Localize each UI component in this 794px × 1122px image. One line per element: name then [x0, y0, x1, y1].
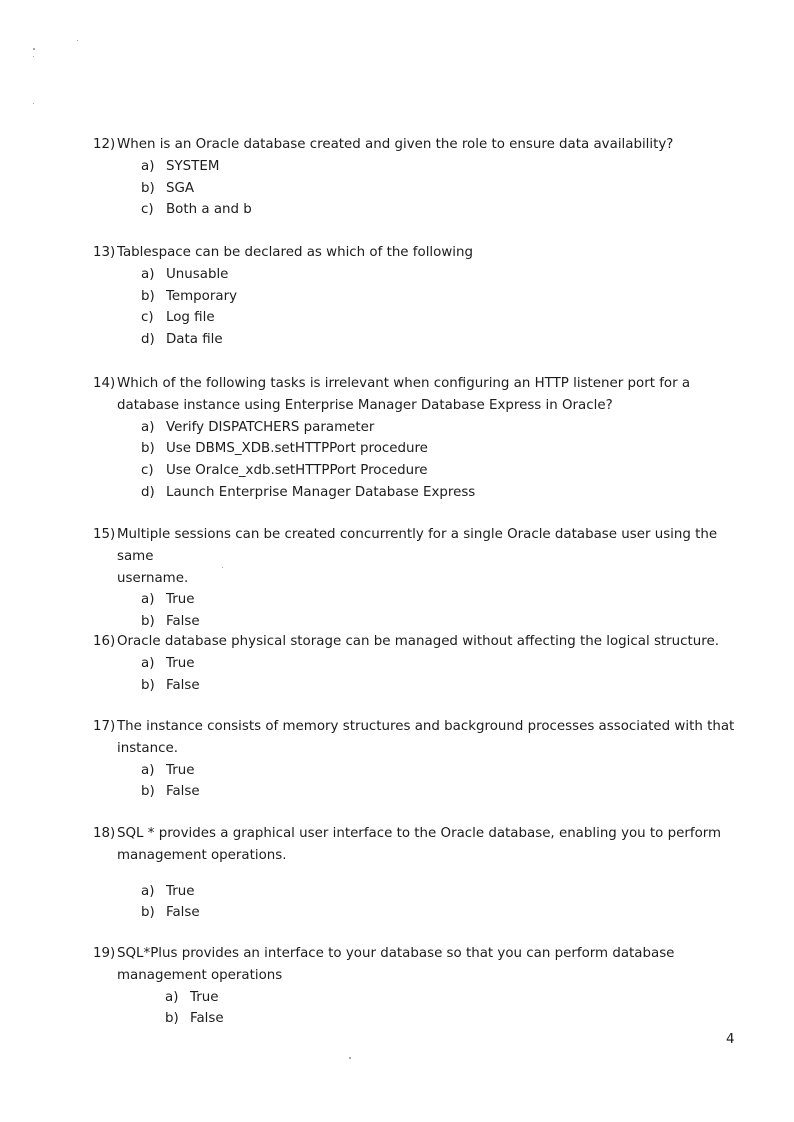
option-text: Verify DISPATCHERS parameter	[166, 419, 375, 435]
option-text: True	[166, 592, 195, 608]
option-letter: b)	[141, 614, 155, 630]
option-text: Use Oralce_xdb.setHTTPPort Procedure	[166, 463, 428, 479]
question-stem	[93, 631, 743, 653]
option-letter: a)	[165, 989, 179, 1005]
option-text: False	[166, 784, 200, 800]
answer-options	[93, 589, 743, 633]
question-14	[93, 373, 743, 504]
option-text: True	[166, 762, 195, 778]
option-letter: d)	[141, 332, 155, 348]
option-text: True	[166, 655, 195, 671]
scan-speck	[33, 56, 34, 57]
option-letter: b)	[141, 288, 155, 304]
answer-option	[93, 460, 743, 482]
option-letter: a)	[141, 592, 155, 608]
question-text: Which of the following tasks is irrelevant when configuring an HTTP listener port for a	[117, 376, 691, 391]
question-18	[93, 823, 743, 924]
answer-options	[93, 987, 743, 1031]
option-letter: b)	[141, 677, 155, 693]
scan-speck	[33, 48, 35, 50]
option-letter: b)	[141, 441, 155, 457]
option-text: Unusable	[166, 266, 229, 282]
answer-option	[93, 178, 743, 200]
question-number: 19)	[93, 946, 116, 961]
question-text: Tablespace can be declared as which of the following	[117, 245, 474, 260]
question-text: The instance consists of memory structures and background processes associated with that	[117, 719, 735, 734]
answer-option	[93, 675, 743, 697]
question-stem	[93, 716, 743, 738]
option-letter: b)	[165, 1011, 179, 1027]
scan-speck	[349, 1057, 351, 1059]
question-text: Multiple sessions can be created concurrently for a single Oracle database user using the same	[117, 527, 718, 564]
question-number: 18)	[93, 826, 116, 841]
option-letter: a)	[141, 266, 155, 282]
option-text: True	[166, 883, 195, 899]
question-stem	[93, 524, 743, 568]
answer-option	[93, 199, 743, 221]
option-text: Data file	[166, 332, 223, 348]
answer-option	[93, 329, 743, 351]
question-13	[93, 242, 743, 351]
option-letter: a)	[141, 419, 155, 435]
answer-options	[93, 156, 743, 221]
option-text: True	[190, 989, 219, 1005]
option-letter: c)	[141, 310, 154, 326]
option-letter: c)	[141, 463, 154, 479]
question-text-continued: database instance using Enterprise Manager Database Express in Oracle?	[117, 397, 613, 413]
answer-option	[93, 902, 743, 924]
question-15	[93, 524, 743, 633]
answer-option	[93, 781, 743, 803]
question-number: 13)	[93, 245, 116, 260]
answer-option	[93, 417, 743, 439]
answer-options	[93, 264, 743, 351]
answer-option	[93, 438, 743, 460]
option-text: Use DBMS_XDB.setHTTPPort procedure	[166, 441, 428, 457]
question-number: 12)	[93, 137, 116, 152]
question-text-continued: instance.	[117, 740, 178, 756]
answer-option	[93, 286, 743, 308]
question-text-continued: management operations.	[117, 847, 287, 863]
answer-options	[93, 417, 743, 504]
question-text: SQL * provides a graphical user interface to the Oracle database, enabling you to perform	[117, 826, 722, 841]
question-number: 14)	[93, 376, 116, 391]
answer-option	[93, 881, 743, 903]
option-text: SYSTEM	[166, 158, 220, 174]
option-letter: c)	[141, 202, 154, 218]
option-text: False	[166, 677, 200, 693]
option-text: SGA	[166, 180, 195, 196]
spacer	[93, 867, 743, 881]
answer-option	[93, 264, 743, 286]
option-text: False	[166, 614, 200, 630]
answer-option	[93, 987, 743, 1009]
answer-option	[93, 653, 743, 675]
option-letter: b)	[141, 905, 155, 921]
option-text: Launch Enterprise Manager Database Express	[166, 484, 476, 500]
question-stem	[93, 242, 743, 264]
question-text-continued: management operations	[117, 967, 283, 983]
option-letter: b)	[141, 180, 155, 196]
question-text-continued: username.	[117, 570, 189, 586]
question-number: 15)	[93, 527, 116, 542]
answer-options	[93, 653, 743, 697]
answer-option	[93, 589, 743, 611]
question-text: Oracle database physical storage can be managed without affecting the logical structure.	[117, 634, 719, 649]
question-stem	[93, 943, 743, 965]
answer-options	[93, 881, 743, 925]
option-text: Both a and b	[166, 202, 252, 218]
question-number: 16)	[93, 634, 116, 649]
question-16	[93, 631, 743, 696]
option-text: False	[190, 1011, 224, 1027]
option-text: Temporary	[166, 288, 238, 304]
answer-option	[93, 760, 743, 782]
question-19	[93, 943, 743, 1030]
answer-option	[93, 611, 743, 633]
question-stem	[93, 823, 743, 845]
question-12	[93, 134, 743, 221]
question-text: SQL*Plus provides an interface to your database so that you can perform database	[117, 946, 675, 961]
scan-speck	[33, 103, 34, 104]
page-number: 4	[726, 1032, 735, 1047]
answer-option	[93, 307, 743, 329]
answer-option	[93, 1008, 743, 1030]
question-stem	[93, 134, 743, 156]
question-stem	[93, 373, 743, 395]
answer-option	[93, 482, 743, 504]
option-letter: a)	[141, 762, 155, 778]
answer-options	[93, 760, 743, 804]
question-17	[93, 716, 743, 803]
scan-speck	[77, 40, 78, 41]
option-letter: a)	[141, 883, 155, 899]
option-letter: a)	[141, 655, 155, 671]
option-letter: a)	[141, 158, 155, 174]
option-letter: d)	[141, 484, 155, 500]
option-letter: b)	[141, 784, 155, 800]
question-number: 17)	[93, 719, 116, 734]
option-text: Log file	[166, 310, 215, 326]
answer-option	[93, 156, 743, 178]
question-text: When is an Oracle database created and given the role to ensure data availability?	[117, 137, 674, 152]
option-text: False	[166, 905, 200, 921]
